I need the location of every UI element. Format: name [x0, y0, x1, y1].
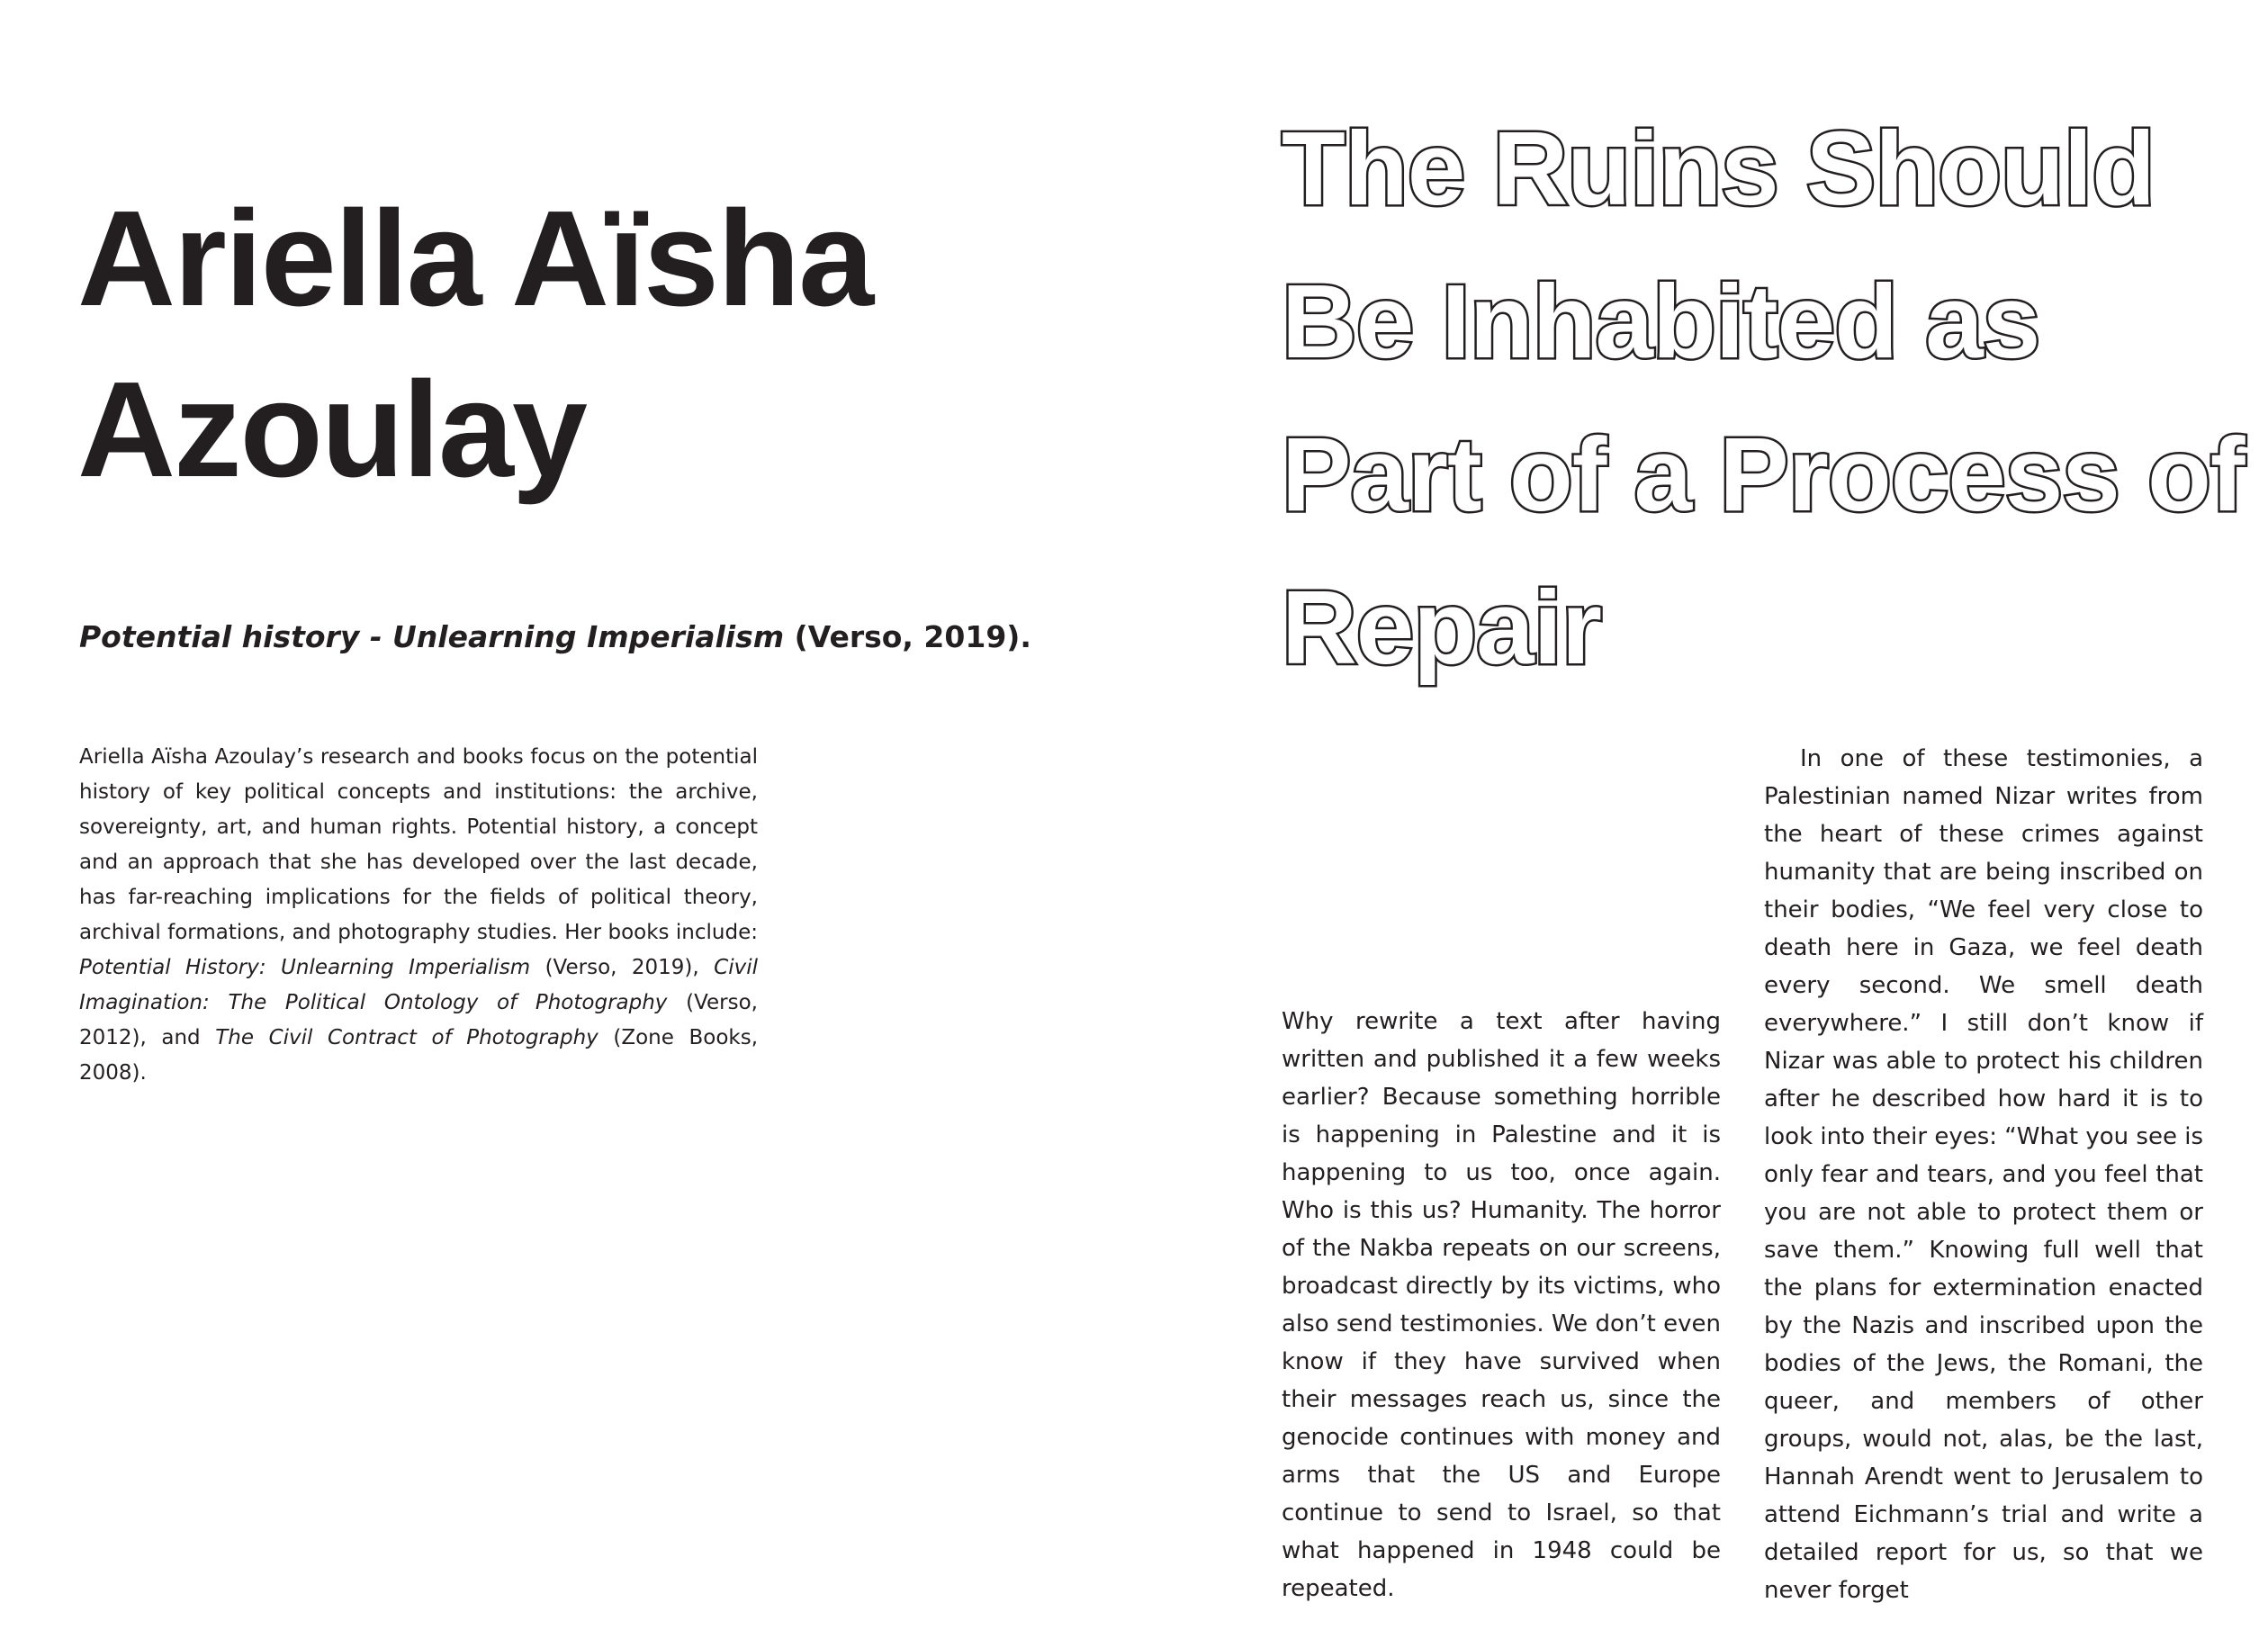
bio-text: (Verso, 2012), and — [79, 991, 758, 1049]
book-publisher: (Verso, 2019). — [794, 619, 1031, 654]
book-title: Potential history - Unlearning Imperialism — [79, 619, 785, 654]
essay-title: The Ruins Should Be Inhabited as Part of a Process of Repair — [1282, 110, 2245, 686]
bio-text: (Zone Books, 2008). — [79, 1026, 758, 1085]
bio-book-title: Potential History: Unlearning Imperialism — [79, 956, 531, 979]
essay-column-right: In one of these testimonies, a Palestinian named Nizar writes from the heart of these crimes against humanity that are being inscribed on their bodies, “We feel very close to death here in Gaza, we feel death every second. We smell death everywhere.” I still don’t know if Nizar was able to protect his children after he described how hard it is to look into their eyes: “What you see is only fear and tears, and you feel that you are not able to protect them or save them.” Knowing full well that the plans for extermination enacted by the Nazis and inscribed upon the bodies of the Jews, the Romani, the queer, and members of other groups, would not, alas, be the last, Hannah Arendt went to Jerusalem to attend Eichmann’s trial and write a detailed report for us, so that we never forget — [1764, 745, 2203, 1604]
author-name: Ariella Aïsha Azoulay — [77, 182, 873, 505]
bio-text: (Verso, 2019), — [530, 956, 715, 979]
essay-column-left: Why rewrite a text after having written and published it a few weeks earlier? Because something horrible is happening in Palestine and it is happening to us too, once again. Who is this us? Humanity. The horror of the Nakba repeats on our screens, broadcast directly by its victims, who also send testimonies. We don’t even know if they have survived when their messages reach us, since the genocide continues with money and arms that the US and Europe continue to send to Israel, so that what happened in 1948 could be repeated. — [1282, 1008, 1721, 1602]
bio-text: Ariella Aïsha Azoulay’s research and books focus on the potential history of key political concepts and institutions: the archive, sovereignty, art, and human rights. Potential history, a concept and an approach that she has developed over the last decade, has far-reaching implications for the fields of political theory, archival formations, and photography studies. Her books include: — [79, 745, 758, 944]
book-reference — [79, 616, 1069, 659]
bio-book-title: The Civil Contract of Photography — [215, 1026, 598, 1049]
bio-book-title: Civil Imagination: The Political Ontology of Photography — [79, 956, 758, 1014]
author-bio — [79, 740, 758, 1091]
